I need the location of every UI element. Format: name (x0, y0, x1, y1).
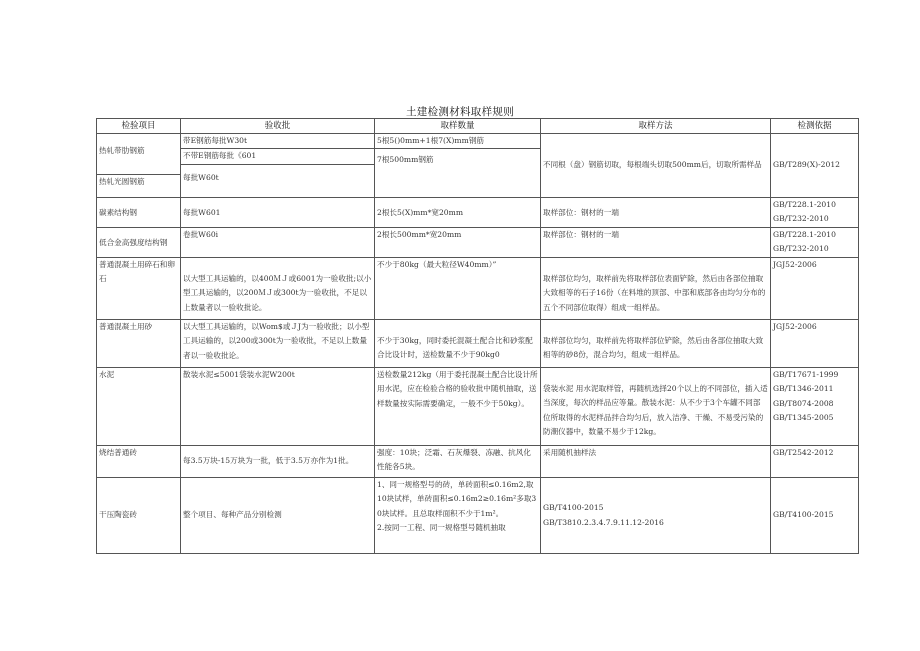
basis-cell: GB/T289(X)-2012 (771, 134, 859, 198)
quantity-cell: 不少于30kg，同时委托混凝土配合比和砂浆配合比设计时，送检数量不少于90kg0 (375, 320, 541, 368)
header-row (97, 119, 859, 134)
header-item: 检验项目 (97, 119, 181, 134)
method-cell: 袋装水泥 用水泥取样管，再随机选择20个以上的不同部位，插入适当深度，每次的样品应等量。散装水泥：从不少于3个车罐不同部位所取得的水泥样品拌合均匀后，放入洁净、干燥、不易受污染的防潮仪器中，数量不易少于12kg。 (541, 368, 771, 446)
table-row (97, 198, 859, 228)
method-cell: 取样部位均匀，取样前先将取样部位铲除，然后由各部位抽取大致相等的砂8份，混合均匀，组成一组样品。 (541, 320, 771, 368)
batch-plain: 每批W60t (181, 164, 374, 185)
basis-d: GB/T1345-2005 (773, 413, 834, 423)
batch-cell: 散装水泥≤5001袋装水泥W200t (181, 368, 375, 446)
item-cell (97, 134, 181, 198)
method-cell: 采用随机抽样法 (541, 446, 771, 478)
header-quantity: 取样数量 (375, 119, 541, 134)
method-a: GB/T4100-2015 (543, 503, 604, 513)
qty-b: 2.按同一工程、同一规格型号随机抽取 (377, 523, 506, 533)
basis-c: GB/T8074-2008 (773, 398, 834, 408)
method-cell: 取样部位均匀，取样前先将取样部位表面铲除，然后由各部位抽取大致相等的石子16份（在料堆的顶部、中部和底部各由均匀分布的五个不同部位取得）组成一组样品。 (541, 258, 771, 320)
item-cell: 干压陶瓷砖 (97, 478, 181, 554)
header-basis: 检测依据 (771, 119, 859, 134)
basis-b: GB/T232-2010 (773, 214, 829, 224)
batch-cell: 以大型工具运输的，以400ＭＪ或6001为一验收批;以小型工具运输的，以200ＭＪ或300t为一验收批，不足以上数量者以一验收批论。 (181, 258, 375, 320)
batch-cell: 以大型工具运输的，以Wom$或ＪJ为一验收批；以小型工具运输的，以200或300t为一验收批，不足以上数量者以一验收批论。 (181, 320, 375, 368)
table-row (97, 478, 859, 554)
quantity-cell: 不少于80kg（最大粒径W40mm）” (375, 258, 541, 320)
batch-cell (181, 134, 375, 198)
batch-cell: 每批W601 (181, 198, 375, 228)
basis-cell (771, 198, 859, 228)
item-cell: 普通混凝土用碎石和卵石 (97, 258, 181, 320)
basis-cell (771, 368, 859, 446)
basis-a: GB/T17671-1999 (773, 370, 839, 379)
quantity-cell: 送检数量212kg（用于委托混凝土配合比设计所用水泥，应在检验合格的验收批中随机抽取，送样数量按实际需要确定，一般不少于50kg）。 (375, 368, 541, 446)
table-row (97, 368, 859, 446)
batch-cell: 每3.5万块-15万块为一批，低于3.5万亦作为1批。 (181, 446, 375, 478)
item-cell: 烧结普通砖 (97, 446, 181, 478)
basis-a: GB/T228.1-2010 (773, 230, 836, 239)
method-cell: 取样部位：钢材的一端 (541, 198, 771, 228)
sampling-rules-table (96, 118, 859, 554)
basis-cell: GB/T4100-2015 (771, 478, 859, 554)
qty-ribbed: 5根5()0mm+1根7(X)mm钢筋 (377, 136, 484, 145)
quantity-cell: 2根长500mm*宽20mm (375, 228, 541, 258)
method-cell: 不同根（盘）钢筋切取，每根端头切取500mm后，切取所需样品 (541, 134, 771, 198)
qty-plain: 7根500mm钢筋 (375, 148, 540, 193)
item-cell: 低合金高强度结构钢 (97, 228, 181, 258)
document-title: 土建检测材料取样规则 (406, 106, 514, 118)
table-row (97, 446, 859, 478)
item-cell: 普通混凝土用砂 (97, 320, 181, 368)
method-b: GB/T3810.2.3.4.7.9.11.12-2016 (543, 517, 664, 527)
basis-cell (771, 228, 859, 258)
table-row (97, 258, 859, 320)
table-row (97, 320, 859, 368)
qty-a: 1、同一规格型号的砖，单砖面积≤0.16m2,取10块试样，单砖面积≤0.16m2≥0.16m²多取30块试样。且总取样面积不少于1m²。 (377, 480, 537, 518)
basis-a: GB/T228.1-2010 (773, 200, 836, 209)
header-batch: 验收批 (181, 119, 375, 134)
basis-cell: JGJ52-2006 (771, 258, 859, 320)
method-cell (541, 478, 771, 554)
basis-b: GB/T232-2010 (773, 244, 829, 254)
item-cell: 水泥 (97, 368, 181, 446)
table-row (97, 228, 859, 258)
quantity-cell (375, 134, 541, 198)
batch-cell: 整个项目、每种产品分别检测 (181, 478, 375, 554)
basis-b: GB/T1346-2011 (773, 384, 834, 394)
quantity-cell: 2根长5(X)mm*宽20mm (375, 198, 541, 228)
method-cell: 取样部位：钢材的一端 (541, 228, 771, 258)
item-rebar-plain: 热轧光圆钢筋 (97, 174, 180, 189)
item-cell: 碳素结构钢 (97, 198, 181, 228)
item-rebar-ribbed: 热轧带肋钢筋 (99, 146, 145, 155)
quantity-cell (375, 478, 541, 554)
batch-ribbed-a: 带E钢筋每批W30t (183, 136, 248, 145)
basis-cell: GB/T2542-2012 (771, 446, 859, 478)
quantity-cell: 强度：10块；泛霜、石灰爆裂、冻融、抗风化性能各5块。 (375, 446, 541, 478)
batch-cell: 卷批W60i (181, 228, 375, 258)
basis-cell: JGJ52-2006 (771, 320, 859, 368)
table-row (97, 134, 859, 198)
header-method: 取样方法 (541, 119, 771, 134)
batch-ribbed-b: 不带E钢筋每批《601 (181, 148, 374, 163)
